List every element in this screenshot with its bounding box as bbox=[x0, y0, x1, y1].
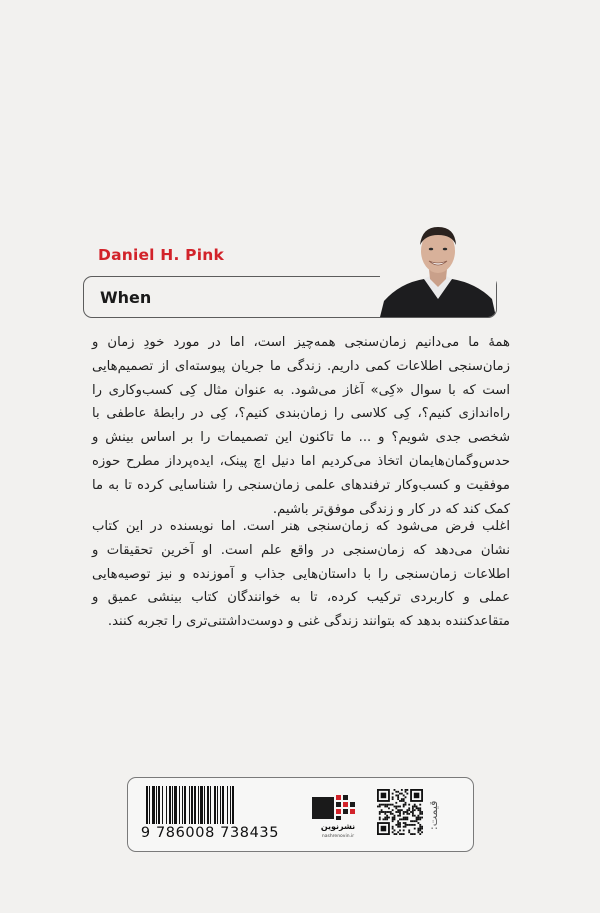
qr-code bbox=[377, 789, 423, 835]
isbn-number: 9 786008 738435 bbox=[140, 825, 280, 841]
publisher-url: nashrenovin.ir bbox=[321, 834, 355, 839]
description-paragraph-2: اغلب فرض می‌شود که زمان‌سنجی هنر است. اما نویسنده در این کتاب نشان می‌دهد که زمان‌سنجی در واقع علم است. او آخرین تحقیقات و اطلاعات زمان‌سنجی را با داستان‌هایی جذاب و آموزنده و نیز توصیه‌هایی عملی و کاربردی ترکیب کرده، تا به خوانندگان کتاب بینشی عمیق و متقاعدکننده بدهد که بتوانند زندگی غنی و دوست‌داشتنی‌تری را تجربه کنند. bbox=[92, 519, 510, 630]
author-photo bbox=[380, 221, 496, 317]
description-paragraph-1: همهٔ ما می‌دانیم زمان‌سنجی همه‌چیز است، اما در مورد خودِ زمان و زمان‌سنجی اطلاعات کمی داریم. زندگی ما جریان پیوسته‌ای از تصمیم‌هایی است که با سوال «کِی» آغاز می‌شود. به عنوان مثال کِی کسب‌وکاری را راه‌اندازی کنیم؟، کِی کلاسی را زمان‌بندی کنیم؟، کِی در رابطهٔ عاطفی با شخصی جدی شویم؟ و ... ما تاکنون این تصمیمات را بر اساس بینش و حدس‌وگمان‌هایمان اتخاذ می‌کردیم اما دنیل اچ پینک، ایده‌پرداز مطرح حوزه موفقیت و کسب‌وکار ترفندهای علمی زمان‌سنجی را شناسایی کرده تا به ما کمک کند که در کار و زندگی موفق‌تر باشیم. bbox=[92, 335, 510, 517]
book-title: When bbox=[100, 288, 152, 307]
publisher-name: نشرنوین bbox=[320, 822, 356, 831]
price-label: قیمت: bbox=[427, 800, 440, 830]
barcode bbox=[144, 786, 276, 824]
author-name: Daniel H. Pink bbox=[98, 246, 224, 264]
